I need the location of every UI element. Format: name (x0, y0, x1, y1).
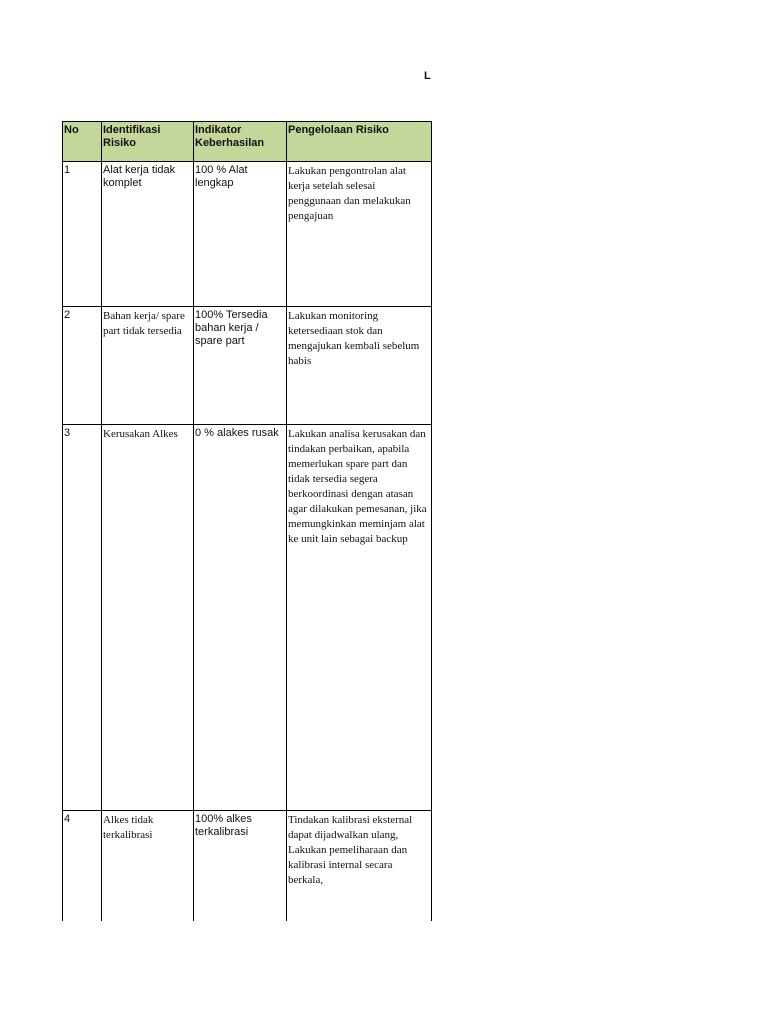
table-row (63, 162, 432, 307)
header-identifikasi-risiko: Identifikasi Risiko (102, 122, 194, 162)
table-header-row (63, 122, 432, 162)
row-number: 2 (63, 307, 102, 425)
risk-management-table (62, 121, 432, 921)
row-number: 1 (63, 162, 102, 307)
header-pengelolaan-risiko: Pengelolaan Risiko (287, 122, 432, 162)
risk-management: Lakukan analisa kerusakan dan tindakan perbaikan, apabila memerlukan spare part dan tidak tersedia segera berkoordinasi dengan atasan agar dilakukan pemesanan, jika memungkinkan meminjam alat ke unit lain sebagai backup (287, 425, 432, 811)
risk-identification: Kerusakan Alkes (102, 425, 194, 811)
risk-identification: Alkes tidak terkalibrasi (102, 811, 194, 921)
table-row (63, 425, 432, 811)
success-indicator: 100% alkes terkalibrasi (194, 811, 287, 921)
header-no: No (63, 122, 102, 162)
success-indicator: 0 % alakes rusak (194, 425, 287, 811)
risk-management: Lakukan monitoring ketersediaan stok dan mengajukan kembali sebelum habis (287, 307, 432, 425)
risk-management: Lakukan pengontrolan alat kerja setelah selesai penggunaan dan melakukan pengajuan (287, 162, 432, 307)
page-corner-mark: L (424, 70, 431, 82)
table-row (63, 811, 432, 921)
row-number: 3 (63, 425, 102, 811)
header-indikator-keberhasilan: Indikator Keberhasilan (194, 122, 287, 162)
risk-identification: Alat kerja tidak komplet (102, 162, 194, 307)
success-indicator: 100% Tersedia bahan kerja / spare part (194, 307, 287, 425)
row-number: 4 (63, 811, 102, 921)
risk-identification: Bahan kerja/ spare part tidak tersedia (102, 307, 194, 425)
table-row (63, 307, 432, 425)
risk-management: Tindakan kalibrasi eksternal dapat dijadwalkan ulang, Lakukan pemeliharaan dan kalibrasi internal secara berkala, (287, 811, 432, 921)
success-indicator: 100 % Alat lengkap (194, 162, 287, 307)
